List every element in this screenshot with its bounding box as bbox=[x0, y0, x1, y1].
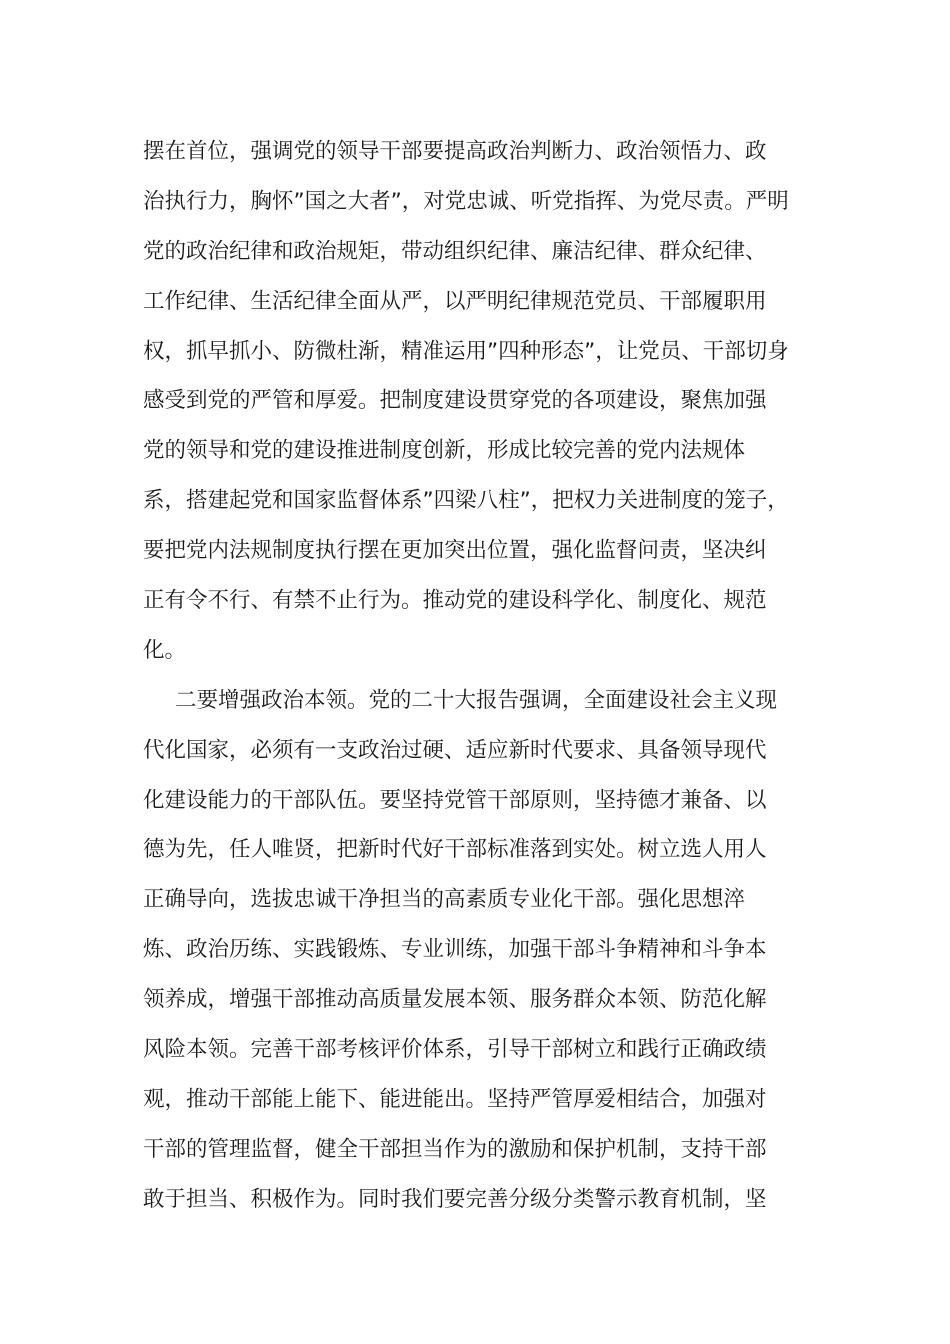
text-line: 正确导向，选拔忠诚干净担当的高素质专业化干部。强化思想淬 bbox=[143, 887, 746, 913]
text-line: 化。 bbox=[143, 637, 187, 663]
text-line: 代化国家，必须有一支政治过硬、适应新时代要求、具备领导现代 bbox=[143, 737, 767, 763]
text-line: 工作纪律、生活纪律全面从严，以严明纪律规范党员、干部履职用 bbox=[143, 288, 767, 314]
paragraph-start-line: 二要增强政治本领。党的二十大报告强调，全面建设社会主义现 bbox=[175, 687, 778, 713]
text-line: 治执行力，胸怀”国之大者”，对党忠诚、听党指挥、为党尽责。严明 bbox=[143, 188, 789, 214]
text-line: 观，推动干部能上能下、能进能出。坚持严管厚爱相结合，加强对 bbox=[143, 1086, 767, 1112]
text-line: 干部的管理监督，健全干部担当作为的激励和保护机制，支持干部 bbox=[143, 1136, 767, 1162]
text-line: 系，搭建起党和国家监督体系”四梁八柱”，把权力关进制度的笼子， bbox=[143, 488, 789, 514]
text-line: 党的领导和党的建设推进制度创新，形成比较完善的党内法规体 bbox=[143, 438, 746, 464]
text-line: 摆在首位，强调党的领导干部要提高政治判断力、政治领悟力、政 bbox=[143, 139, 767, 164]
text-line: 要把党内法规制度执行摆在更加突出位置，强化监督问责，坚决纠 bbox=[143, 538, 767, 564]
text-line: 风险本领。完善干部考核评价体系，引导干部树立和践行正确政绩 bbox=[143, 1037, 767, 1063]
text-line: 德为先，任人唯贤，把新时代好干部标准落到实处。树立选人用人 bbox=[143, 837, 767, 863]
text-line: 权，抓早抓小、防微杜渐，精准运用”四种形态”，让党员、干部切身 bbox=[143, 338, 789, 364]
body-text bbox=[143, 127, 813, 1225]
text-line: 正有令不行、有禁不止行为。推动党的建设科学化、制度化、规范 bbox=[143, 588, 767, 614]
text-line: 感受到党的严管和厚爱。把制度建设贯穿党的各项建设，聚焦加强 bbox=[143, 388, 767, 414]
text-line: 敢于担当、积极作为。同时我们要完善分级分类警示教育机制，坚 bbox=[143, 1186, 767, 1212]
text-line: 领养成，增强干部推动高质量发展本领、服务群众本领、防范化解 bbox=[143, 987, 767, 1013]
text-line: 化建设能力的干部队伍。要坚持党管干部原则，坚持德才兼备、以 bbox=[143, 787, 767, 813]
text-line: 党的政治纪律和政治规矩，带动组织纪律、廉洁纪律、群众纪律、 bbox=[143, 238, 767, 264]
text-line: 炼、政治历练、实践锻炼、专业训练，加强干部斗争精神和斗争本 bbox=[143, 937, 767, 963]
